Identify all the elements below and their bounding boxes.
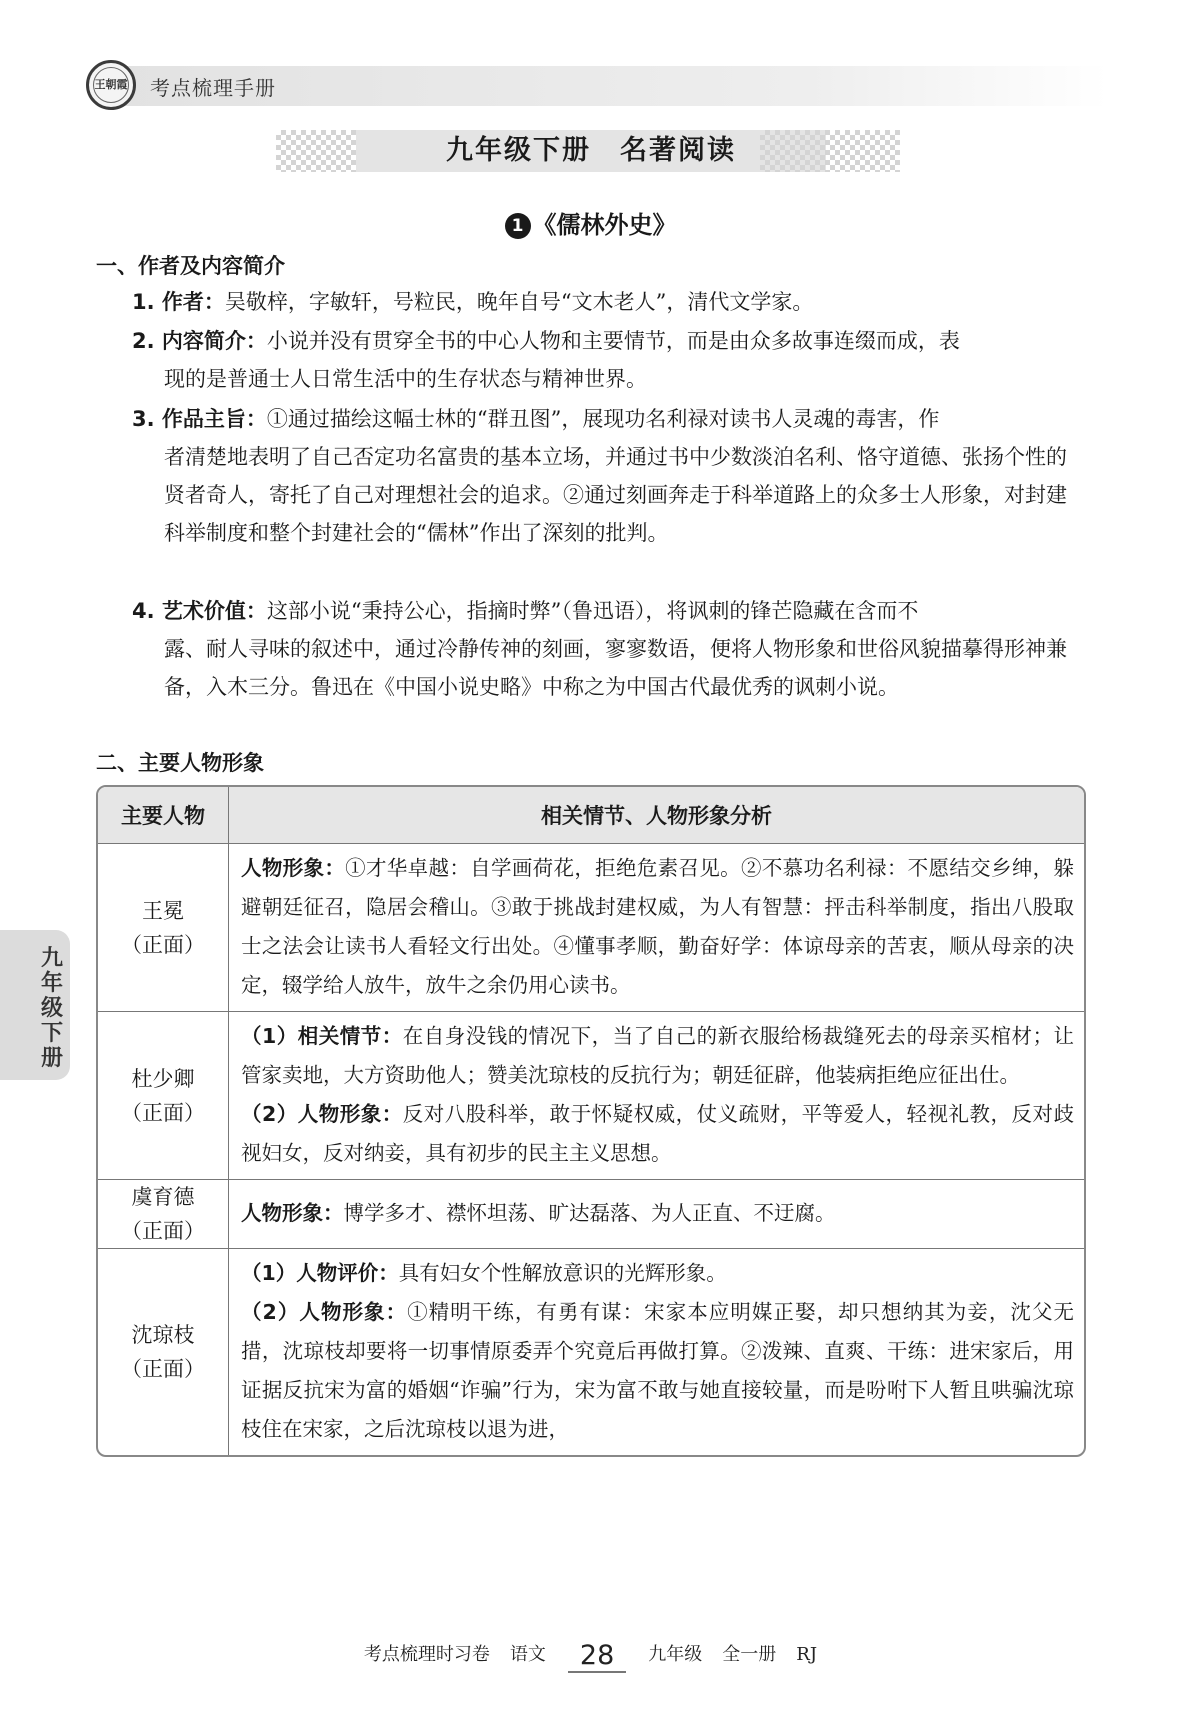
list-item-artistic-value	[132, 592, 1087, 706]
footer-edition: RJ	[796, 1644, 818, 1665]
character-table	[96, 785, 1086, 1457]
item-text-continued: 者清楚地表明了自己否定功名富贵的基本立场，并通过书中少数淡泊名利、恪守道德、张扬个性的贤者奇人，寄托了自己对理想社会的追求。②通过刻画奔走于科举道路上的众多士人形象，对封建科举制度和整个封建社会的“儒林”作出了深刻的批判。	[164, 445, 1067, 545]
analysis-label: （2）人物形象：	[241, 1300, 408, 1324]
item-text: 吴敬梓，字敏轩，号粒民，晚年自号“文木老人”，清代文学家。	[224, 290, 814, 314]
analysis-cell	[229, 1180, 1084, 1249]
analysis-paragraph	[241, 1017, 1074, 1095]
analysis-cell	[229, 844, 1084, 1012]
table-row	[98, 844, 1084, 1012]
table-row	[98, 1012, 1084, 1180]
analysis-text: 反对八股科举，敢于怀疑权威，仗义疏财，平等爱人，轻视礼教，反对歧视妇女，反对纳妾，具有初步的民主主义思想。	[241, 1102, 1075, 1165]
character-cell	[98, 1249, 229, 1455]
character-tag: （正面）	[121, 1357, 205, 1381]
page-number: 28	[568, 1640, 626, 1673]
list-item-author	[132, 283, 1087, 321]
book-title	[0, 205, 1181, 240]
analysis-paragraph	[241, 1293, 1074, 1449]
footer-volume: 全一册	[722, 1644, 777, 1665]
character-cell	[98, 1012, 229, 1180]
table-row	[98, 1180, 1084, 1249]
item-text: 这部小说“秉持公心，指摘时弊”（鲁迅语），将讽刺的锋芒隐藏在含而不	[266, 599, 919, 623]
analysis-cell	[229, 1012, 1084, 1180]
banner-title: 九年级下册 名著阅读	[446, 135, 736, 166]
analysis-label: （1）相关情节：	[241, 1024, 403, 1048]
analysis-paragraph	[241, 1095, 1074, 1173]
table-header-row	[98, 787, 1084, 844]
analysis-paragraph	[241, 849, 1074, 1005]
book-title-text: 《儒林外史》	[532, 211, 677, 239]
brand-logo-text: 王朝霞	[93, 67, 129, 103]
analysis-label: 人物形象：	[241, 1201, 344, 1225]
footer-series: 考点梳理时习卷	[363, 1644, 490, 1665]
footer-grade: 九年级	[648, 1644, 703, 1665]
item-text: ①通过描绘这幅士林的“群丑图”，展现功名利禄对读书人灵魂的毒害，作	[266, 407, 940, 431]
item-label: 4. 艺术价值：	[132, 599, 267, 623]
analysis-text: 在自身没钱的情况下，当了自己的新衣服给杨裁缝死去的母亲买棺材；让管家卖地，大方资助他人；赞美沈琼枝的反抗行为；朝廷征辟，他装病拒绝应征出仕。	[241, 1024, 1075, 1087]
book-number-badge: 1	[505, 213, 531, 239]
analysis-text: ①精明干练，有勇有谋：宋家本应明媒正娶，却只想纳其为妾，沈父无措，沈琼枝却要将一切事情原委弄个究竟后再做打算。②泼辣、直爽、干练：进宋家后，用证据反抗宋为富的婚姻“诈骗”行为，宋为富不敢与她直接较量，而是吩咐下人暂且哄骗沈琼枝住在宋家，之后沈琼枝以退为进，	[241, 1300, 1075, 1441]
character-cell	[98, 844, 229, 1012]
brand-logo	[86, 60, 136, 110]
item-text: 小说并没有贯穿全书的中心人物和主要情节，而是由众多故事连缀而成，表	[266, 329, 960, 353]
item-text-continued: 露、耐人寻味的叙述中，通过冷静传神的刻画，寥寥数语，便将人物形象和世俗风貌描摹得形神兼备，入木三分。鲁迅在《中国小说史略》中称之为中国古代最优秀的讽刺小说。	[164, 637, 1067, 699]
character-name: 虞育德	[131, 1185, 195, 1209]
footer-subject: 语文	[509, 1644, 546, 1665]
analysis-paragraph	[241, 1194, 1074, 1233]
character-name: 杜少卿	[131, 1066, 195, 1091]
analysis-text: ①才华卓越：自学画荷花，拒绝危素召见。②不慕功名利禄：不愿结交乡绅，躲避朝廷征召，隐居会稽山。③敢于挑战封建权威，为人有智慧：抨击科举制度，指出八股取士之法会让读书人看轻文行出处。④懂事孝顺，勤奋好学：体谅母亲的苦衷，顺从母亲的决定，辍学给人放牛，放牛之余仍用心读书。	[241, 856, 1075, 997]
item-text-continued: 现的是普通士人日常生活中的生存状态与精神世界。	[164, 367, 647, 391]
analysis-label: （1）人物评价：	[241, 1261, 399, 1285]
character-tag: （正面）	[121, 1100, 205, 1125]
character-tag: （正面）	[121, 1219, 205, 1243]
column-header-character: 主要人物	[98, 787, 229, 844]
analysis-paragraph	[241, 1254, 1074, 1293]
grade-side-tab-label: 九年级下册	[40, 946, 63, 1071]
character-cell	[98, 1180, 229, 1249]
analysis-text: 具有妇女个性解放意识的光辉形象。	[398, 1261, 727, 1285]
character-tag: （正面）	[121, 932, 205, 957]
list-item-summary	[132, 322, 1087, 398]
item-label: 1. 作者：	[132, 290, 225, 314]
analysis-label: 人物形象：	[241, 856, 346, 880]
section-heading-characters: 二、主要人物形象	[96, 751, 264, 775]
item-label: 3. 作品主旨：	[132, 407, 267, 431]
page-footer	[0, 1640, 1181, 1673]
item-label: 2. 内容简介：	[132, 329, 267, 353]
character-name: 王冕	[142, 898, 184, 923]
section-heading-author: 一、作者及内容简介	[96, 254, 285, 278]
table-row	[98, 1249, 1084, 1455]
column-header-analysis: 相关情节、人物形象分析	[229, 787, 1084, 844]
analysis-label: （2）人物形象：	[241, 1102, 403, 1126]
analysis-cell	[229, 1249, 1084, 1455]
list-item-theme	[132, 400, 1087, 552]
header-title: 考点梳理手册	[150, 76, 276, 100]
analysis-text: 博学多才、襟怀坦荡、旷达磊落、为人正直、不迂腐。	[343, 1201, 836, 1225]
character-name: 沈琼枝	[131, 1323, 195, 1347]
